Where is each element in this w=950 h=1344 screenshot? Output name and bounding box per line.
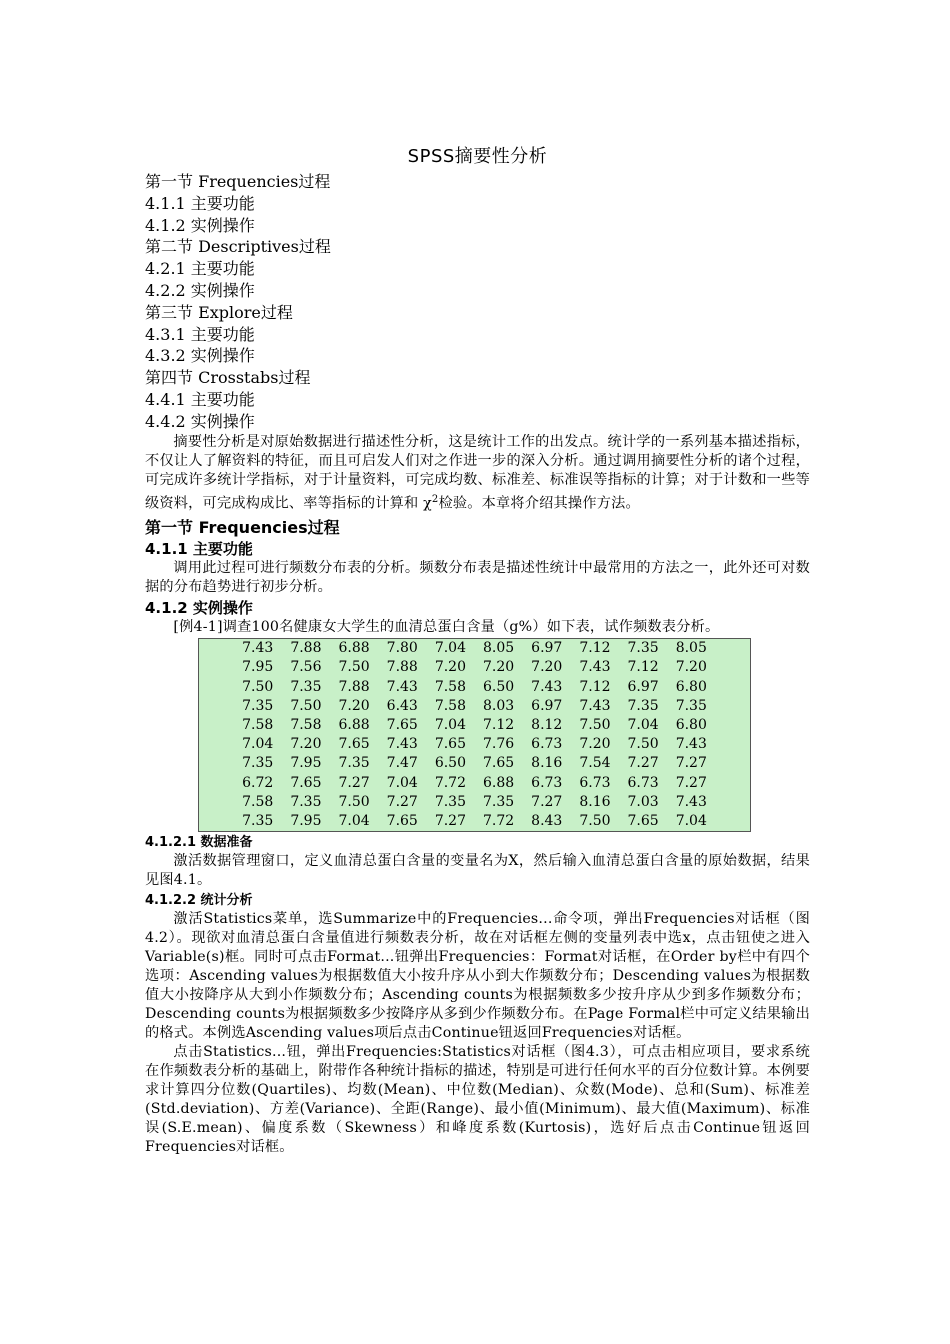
analysis-paragraph-1: 激活Statistics菜单，选Summarize中的Frequencies...命令项，弹出Frequencies对话框（图4.2）。现欲对血清总蛋白含量值进行频数表分析，故在对话框左侧的变量列表中选x，点击钮使之进入Variable(s)框。同时可点击Format...钮弹出Frequencies：Format对话框，在Order by栏中有四个选项：Ascending values为根据数值大小按升序从小到大作频数分布；Descending values为根据数值大小按降序从大到小作频数分布；Ascending counts为根据频数多少按升序从少到多作频数分布；Descending counts为根据频数多少按降序从多到少作频数分布。在Page Formal栏中可定义结果输出的格式。本例选Ascending values项后点击Continue钮返回Frequencies对话框。 — [145, 911, 810, 1042]
table-cell: 8.43 — [531, 812, 563, 829]
table-cell: 7.88 — [386, 659, 418, 676]
table-cell: 8.05 — [675, 640, 707, 657]
table-cell: 7.27 — [386, 793, 418, 810]
table-cell: 7.58 — [434, 697, 466, 714]
table-row — [234, 812, 716, 831]
table-cell: 8.05 — [483, 640, 515, 657]
table-cell: 6.88 — [338, 640, 370, 657]
table-cell: 7.50 — [338, 793, 370, 810]
table-cell: 7.43 — [242, 640, 274, 657]
example-text: [例4-1]调查100名健康女大学生的血清总蛋白含量（g%）如下表，试作频数表分析。 — [173, 619, 720, 636]
sub-heading-4-1-1: 4.1.1 主要功能 — [145, 540, 253, 559]
table-cell: 7.20 — [579, 736, 611, 753]
table-cell: 7.27 — [434, 812, 466, 829]
table-cell: 6.88 — [483, 774, 515, 791]
table-cell: 7.58 — [242, 793, 274, 810]
table-cell: 7.65 — [290, 774, 322, 791]
table-cell: 7.56 — [290, 659, 322, 676]
table-cell: 6.73 — [627, 774, 659, 791]
table-cell: 7.65 — [434, 736, 466, 753]
table-cell: 7.95 — [290, 755, 322, 772]
table-cell: 7.35 — [242, 755, 274, 772]
table-row — [234, 639, 716, 658]
table-cell: 7.35 — [627, 697, 659, 714]
table-cell: 7.20 — [290, 736, 322, 753]
table-cell: 7.35 — [290, 793, 322, 810]
table-cell: 7.04 — [434, 716, 466, 733]
main-function-paragraph: 调用此过程可进行频数分布表的分析。频数分布表是描述性统计中最常用的方法之一，此外还可对数据的分布趋势进行初步分析。 — [145, 560, 810, 596]
table-cell: 6.97 — [531, 697, 563, 714]
table-cell: 7.35 — [627, 640, 659, 657]
table-cell: 6.80 — [675, 716, 707, 733]
table-row — [234, 658, 716, 677]
table-cell: 7.04 — [627, 716, 659, 733]
toc-item: 4.1.1 主要功能 — [145, 193, 255, 213]
table-cell: 7.27 — [675, 755, 707, 772]
table-cell: 7.27 — [338, 774, 370, 791]
table-cell: 7.43 — [386, 736, 418, 753]
table-cell: 7.50 — [627, 736, 659, 753]
table-cell: 7.58 — [242, 716, 274, 733]
table-cell: 7.12 — [579, 678, 611, 695]
table-cell: 7.20 — [531, 659, 563, 676]
table-cell: 6.73 — [531, 774, 563, 791]
table-cell: 7.50 — [579, 812, 611, 829]
table-cell: 7.54 — [579, 755, 611, 772]
table-cell: 7.80 — [386, 640, 418, 657]
sub-heading-4-1-2-2: 4.1.2.2 统计分析 — [145, 893, 253, 909]
table-cell: 7.12 — [483, 716, 515, 733]
intro-paragraph: 摘要性分析是对原始数据进行描述性分析，这是统计工作的出发点。统计学的一系列基本描述指标，不仅让人了解资料的特征，而且可启发人们对之作进一步的深入分析。通过调用摘要性分析的诸个过程，可完成许多统计学指标，对于计量资料，可完成均数、标准差、标准误等指标的计算；对于计数和一些等级资料，可完成构成比、率等指标的计算和 $\chi^2$检验。本章将介绍其操作方法。 — [145, 433, 810, 512]
table-row — [234, 716, 716, 735]
toc-item: 4.4.1 主要功能 — [145, 389, 255, 409]
table-cell: 7.35 — [434, 793, 466, 810]
table-row — [234, 735, 716, 754]
sub-heading-4-1-2: 4.1.2 实例操作 — [145, 599, 253, 618]
table-cell: 6.97 — [531, 640, 563, 657]
table-cell: 8.12 — [531, 716, 563, 733]
table-cell: 7.04 — [675, 812, 707, 829]
toc-item: 第二节 Descriptives过程 — [145, 237, 331, 257]
table-cell: 7.65 — [386, 812, 418, 829]
table-of-contents — [145, 171, 810, 433]
table-cell: 6.88 — [338, 716, 370, 733]
table-cell: 7.04 — [338, 812, 370, 829]
table-cell: 7.43 — [675, 793, 707, 810]
table-cell: 7.04 — [386, 774, 418, 791]
table-cell: 7.50 — [242, 678, 274, 695]
table-cell: 6.50 — [483, 678, 515, 695]
table-cell: 6.80 — [675, 678, 707, 695]
table-cell: 7.95 — [290, 812, 322, 829]
superscript-two: 2 — [431, 494, 439, 506]
table-cell: 7.20 — [338, 697, 370, 714]
toc-item: 第四节 Crosstabs过程 — [145, 368, 311, 388]
toc-item: 第一节 Frequencies过程 — [145, 172, 331, 191]
table-cell: 7.43 — [675, 736, 707, 753]
table-cell: 6.97 — [627, 678, 659, 695]
table-cell: 7.20 — [483, 659, 515, 676]
table-row — [234, 793, 716, 812]
table-cell: 7.43 — [579, 659, 611, 676]
table-cell: 7.03 — [627, 793, 659, 810]
table-cell: 7.35 — [242, 812, 274, 829]
table-cell: 7.72 — [434, 774, 466, 791]
table-cell: 7.88 — [290, 640, 322, 657]
table-cell: 7.95 — [242, 659, 274, 676]
toc-item: 4.1.2 实例操作 — [145, 215, 255, 235]
table-cell: 7.35 — [338, 755, 370, 772]
table-cell: 7.35 — [242, 697, 274, 714]
page-title: SPSS摘要性分析 — [407, 146, 548, 167]
table-cell: 7.27 — [627, 755, 659, 772]
table-cell: 7.76 — [483, 736, 515, 753]
table-cell: 7.65 — [386, 716, 418, 733]
table-cell: 8.03 — [483, 697, 515, 714]
table-cell: 7.58 — [434, 678, 466, 695]
toc-item: 4.2.2 实例操作 — [145, 280, 255, 300]
toc-item: 4.4.2 实例操作 — [145, 411, 255, 431]
table-cell: 7.43 — [531, 678, 563, 695]
table-cell: 7.50 — [579, 716, 611, 733]
table-cell: 7.04 — [434, 640, 466, 657]
table-cell: 6.50 — [434, 755, 466, 772]
table-cell: 7.58 — [290, 716, 322, 733]
table-cell: 7.88 — [338, 678, 370, 695]
table-cell: 7.35 — [675, 697, 707, 714]
table-row — [234, 774, 716, 793]
sub-heading-4-1-2-1: 4.1.2.1 数据准备 — [145, 835, 253, 851]
analysis-paragraph-2: 点击Statistics...钮，弹出Frequencies:Statistics对话框（图4.3），可点击相应项目，要求系统在作频数表分析的基础上，附带作各种统计指标的描述，特别是可进行任何水平的百分位数计算。本例要求计算四分位数(Quartiles)、均数(Mean)、中位数(Median)、众数(Mode)、总和(Sum)、标准差(Std.deviation)、方差(Variance)、全距(Range)、最小值(Minimum)、最大值(Maximum)、标准误(S.E.mean)、偏度系数（Skewness）和峰度系数(Kurtosis)，选好后点击Continue钮返回Frequencies对话框。 — [145, 1044, 810, 1156]
table-cell: 7.72 — [483, 812, 515, 829]
table-cell: 7.20 — [675, 659, 707, 676]
document-content — [145, 142, 810, 1157]
table-row — [234, 697, 716, 716]
table-cell: 7.50 — [290, 697, 322, 714]
table-cell: 7.47 — [386, 755, 418, 772]
table-cell: 7.20 — [434, 659, 466, 676]
table-cell: 7.65 — [483, 755, 515, 772]
table-cell: 8.16 — [579, 793, 611, 810]
table-cell: 7.65 — [627, 812, 659, 829]
table-cell: 6.72 — [242, 774, 274, 791]
table-cell: 7.27 — [675, 774, 707, 791]
data-table — [234, 639, 716, 831]
toc-item: 第三节 Explore过程 — [145, 302, 293, 322]
table-cell: 7.35 — [290, 678, 322, 695]
table-cell: 7.12 — [579, 640, 611, 657]
table-cell: 7.43 — [579, 697, 611, 714]
table-cell: 8.16 — [531, 755, 563, 772]
section1-heading: 第一节 Frequencies过程 — [145, 518, 340, 538]
toc-item: 4.2.1 主要功能 — [145, 259, 255, 279]
table-row — [234, 754, 716, 773]
table-cell: 7.27 — [531, 793, 563, 810]
table-cell: 7.12 — [627, 659, 659, 676]
table-row — [234, 678, 716, 697]
table-cell: 7.50 — [338, 659, 370, 676]
table-cell: 7.04 — [242, 736, 274, 753]
table-cell: 7.35 — [483, 793, 515, 810]
data-table-box — [198, 638, 751, 832]
table-cell: 7.43 — [386, 678, 418, 695]
toc-item: 4.3.2 实例操作 — [145, 346, 255, 366]
table-cell: 6.73 — [579, 774, 611, 791]
data-prep-paragraph: 激活数据管理窗口，定义血清总蛋白含量的变量名为X，然后输入血清总蛋白含量的原始数据，结果见图4.1。 — [145, 853, 810, 889]
table-cell: 6.43 — [386, 697, 418, 714]
table-cell: 7.65 — [338, 736, 370, 753]
toc-item: 4.3.1 主要功能 — [145, 324, 255, 344]
table-cell: 6.73 — [531, 736, 563, 753]
